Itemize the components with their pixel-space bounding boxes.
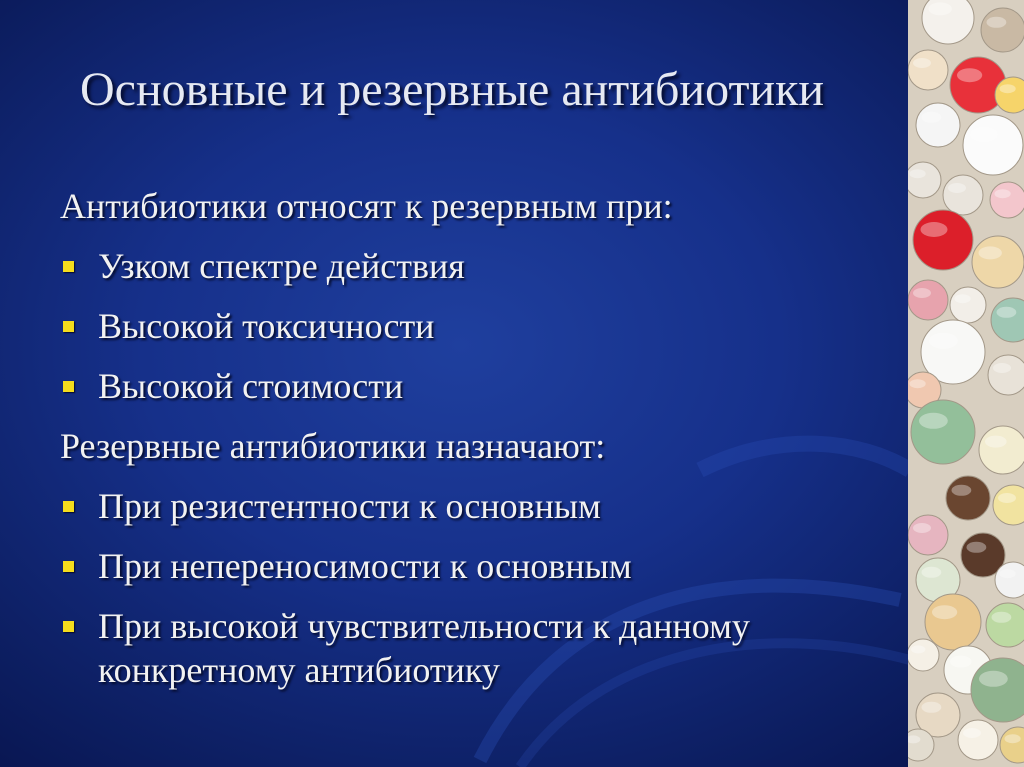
pill-highlight — [967, 542, 987, 553]
pill-highlight — [948, 183, 966, 193]
pill-highlight — [995, 189, 1011, 198]
pill-highlight — [998, 493, 1016, 503]
bullet-item — [60, 364, 910, 408]
bullet-item — [60, 544, 910, 588]
pill-shape — [925, 594, 981, 650]
section-heading-reserve-indications: Резервные антибиотики назначают: — [60, 426, 606, 466]
slide-content — [60, 184, 910, 708]
pill-shape — [908, 729, 934, 761]
pill-highlight — [985, 436, 1007, 448]
yellow-square-bullet-icon — [63, 381, 74, 392]
pill-highlight — [910, 169, 926, 178]
pill-shape — [990, 182, 1024, 218]
pill-shape — [1000, 727, 1024, 763]
yellow-square-bullet-icon — [63, 621, 74, 632]
pill-shape — [986, 603, 1024, 647]
pill-highlight — [929, 333, 958, 349]
pill-highlight — [971, 127, 998, 142]
pill-highlight — [997, 307, 1017, 318]
bullet-item — [60, 304, 910, 348]
pill-highlight — [955, 294, 971, 303]
pill-highlight — [1005, 734, 1021, 743]
pill-highlight — [993, 363, 1011, 373]
pills-photo — [908, 0, 1024, 767]
pill-shape — [908, 639, 939, 671]
bullet-text: При высокой чувствительности к данному конкретному антибиотику — [98, 606, 750, 690]
pill-highlight — [992, 612, 1012, 623]
pill-shape — [916, 103, 960, 147]
pill-shape — [958, 720, 998, 760]
bullet-item — [60, 484, 910, 528]
pill-highlight — [979, 246, 1002, 259]
pill-highlight — [1000, 84, 1016, 93]
pill-highlight — [950, 656, 972, 668]
pill-shape — [979, 426, 1024, 474]
pill-shape — [943, 175, 983, 215]
pill-highlight — [1000, 569, 1016, 578]
pill-highlight — [921, 222, 948, 237]
pill-highlight — [932, 605, 957, 619]
pill-highlight — [913, 58, 931, 68]
pill-highlight — [952, 485, 972, 496]
yellow-square-bullet-icon — [63, 501, 74, 512]
pill-shape — [981, 8, 1024, 52]
pill-highlight — [929, 2, 952, 15]
pill-highlight — [979, 671, 1008, 687]
pill-highlight — [987, 17, 1007, 28]
pill-highlight — [910, 379, 926, 388]
pill-shape — [908, 280, 948, 320]
pill-shape — [988, 355, 1024, 395]
pill-shape — [950, 287, 986, 323]
bullet-text: При резистентности к основным — [98, 486, 601, 526]
pill-highlight — [963, 728, 981, 738]
pills-illustration — [908, 0, 1024, 767]
section-heading-reserve-criteria: Антибиотики относят к резервным при: — [60, 186, 673, 226]
pill-shape — [911, 400, 975, 464]
bullet-text: Узком спектре действия — [98, 246, 465, 286]
bullet-text: Высокой стоимости — [98, 366, 404, 406]
pill-highlight — [913, 288, 931, 298]
pill-shape — [991, 298, 1024, 342]
pill-highlight — [911, 645, 925, 653]
pill-shape — [908, 50, 948, 90]
pill-shape — [908, 515, 948, 555]
yellow-square-bullet-icon — [63, 561, 74, 572]
pill-highlight — [922, 702, 942, 713]
pill-highlight — [913, 523, 931, 533]
bullet-text: Высокой токсичности — [98, 306, 435, 346]
slide-title: Основные и резервные антибиотики — [80, 63, 825, 116]
pill-shape — [913, 210, 973, 270]
bullet-item — [60, 244, 910, 288]
pill-shape — [908, 162, 941, 198]
yellow-square-bullet-icon — [63, 261, 74, 272]
pill-shape — [946, 476, 990, 520]
yellow-square-bullet-icon — [63, 321, 74, 332]
bullet-item — [60, 604, 910, 692]
pill-highlight — [922, 567, 942, 578]
pill-shape — [972, 236, 1024, 288]
pill-highlight — [922, 112, 942, 123]
pill-shape — [963, 115, 1023, 175]
pill-shape — [993, 485, 1024, 525]
pill-highlight — [957, 68, 982, 82]
pill-highlight — [919, 413, 948, 429]
bullet-text: При непереносимости к основным — [98, 546, 632, 586]
